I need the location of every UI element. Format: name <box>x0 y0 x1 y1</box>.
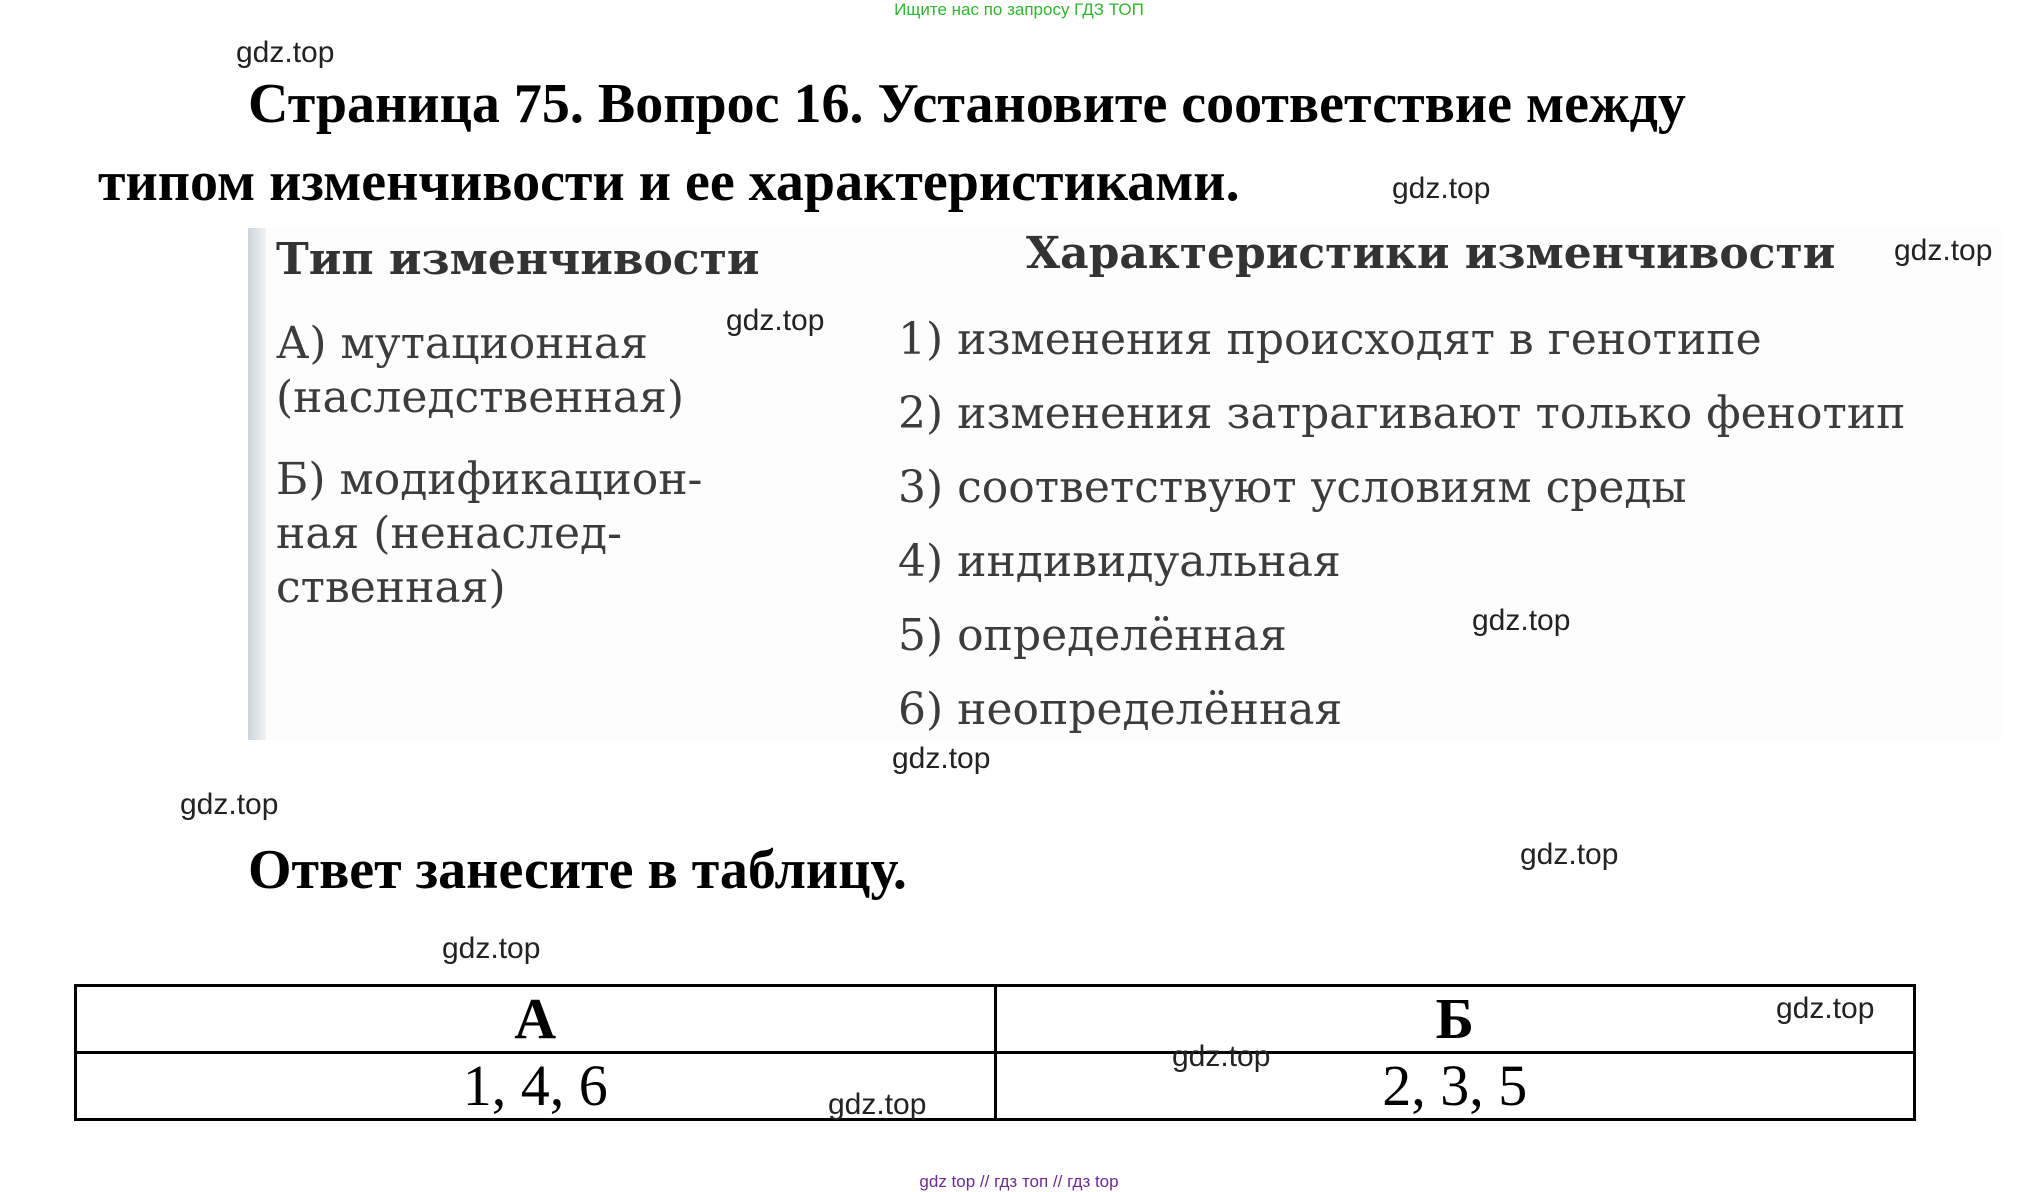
type-b-line-3: ственная) <box>276 562 506 613</box>
type-a-line-1: А) мутационная <box>276 318 648 369</box>
characteristic-item: 6) неопределённая <box>898 684 1343 735</box>
watermark: gdz.top <box>726 304 825 337</box>
answer-table <box>74 984 1916 1121</box>
footer-links[interactable]: gdz top // гдз топ // гдз top <box>919 1172 1119 1191</box>
type-b-line-1: Б) модификацион- <box>276 454 703 505</box>
watermark: gdz.top <box>180 788 279 821</box>
answer-value-a: 1, 4, 6 <box>76 1053 996 1120</box>
watermark: gdz.top <box>1472 604 1571 637</box>
answer-table-value-row <box>76 1053 1915 1120</box>
question-heading-line-1: Страница 75. Вопрос 16. Установите соответствие между <box>248 73 1686 135</box>
scan-edge <box>248 228 266 740</box>
watermark: gdz.top <box>892 742 991 775</box>
watermark: gdz.top <box>1392 172 1491 205</box>
instruction-text: Ответ занесите в таблицу. <box>248 839 907 901</box>
answer-table-header-row <box>76 986 1915 1053</box>
watermark: gdz.top <box>1894 234 1993 267</box>
watermark: gdz.top <box>1776 992 1875 1025</box>
search-hint-link[interactable]: Ищите нас по запросу ГДЗ ТОП <box>894 0 1144 19</box>
characteristic-item: 1) изменения происходят в генотипе <box>898 314 1762 365</box>
characteristics-column-header: Характеристики изменчивости <box>1026 228 1836 279</box>
watermark: gdz.top <box>1172 1040 1271 1073</box>
answer-value-b: 2, 3, 5 <box>995 1053 1915 1120</box>
answer-header-a: А <box>76 986 996 1053</box>
characteristic-item: 2) изменения затрагивают только фенотип <box>898 388 1906 439</box>
question-heading-line-2: типом изменчивости и ее характеристиками. <box>98 151 1240 213</box>
characteristic-item: 4) индивидуальная <box>898 536 1341 587</box>
watermark: gdz.top <box>442 932 541 965</box>
watermark: gdz.top <box>236 36 335 69</box>
type-a-line-2: (наследственная) <box>276 372 685 423</box>
type-b-line-2: ная (ненаслед- <box>276 508 622 559</box>
watermark: gdz.top <box>828 1088 927 1121</box>
characteristic-item: 5) определённая <box>898 610 1287 661</box>
answer-header-b: Б <box>995 986 1915 1053</box>
watermark: gdz.top <box>1520 838 1619 871</box>
characteristic-item: 3) соответствуют условиям среды <box>898 462 1687 513</box>
type-column-header: Тип изменчивости <box>276 234 760 285</box>
